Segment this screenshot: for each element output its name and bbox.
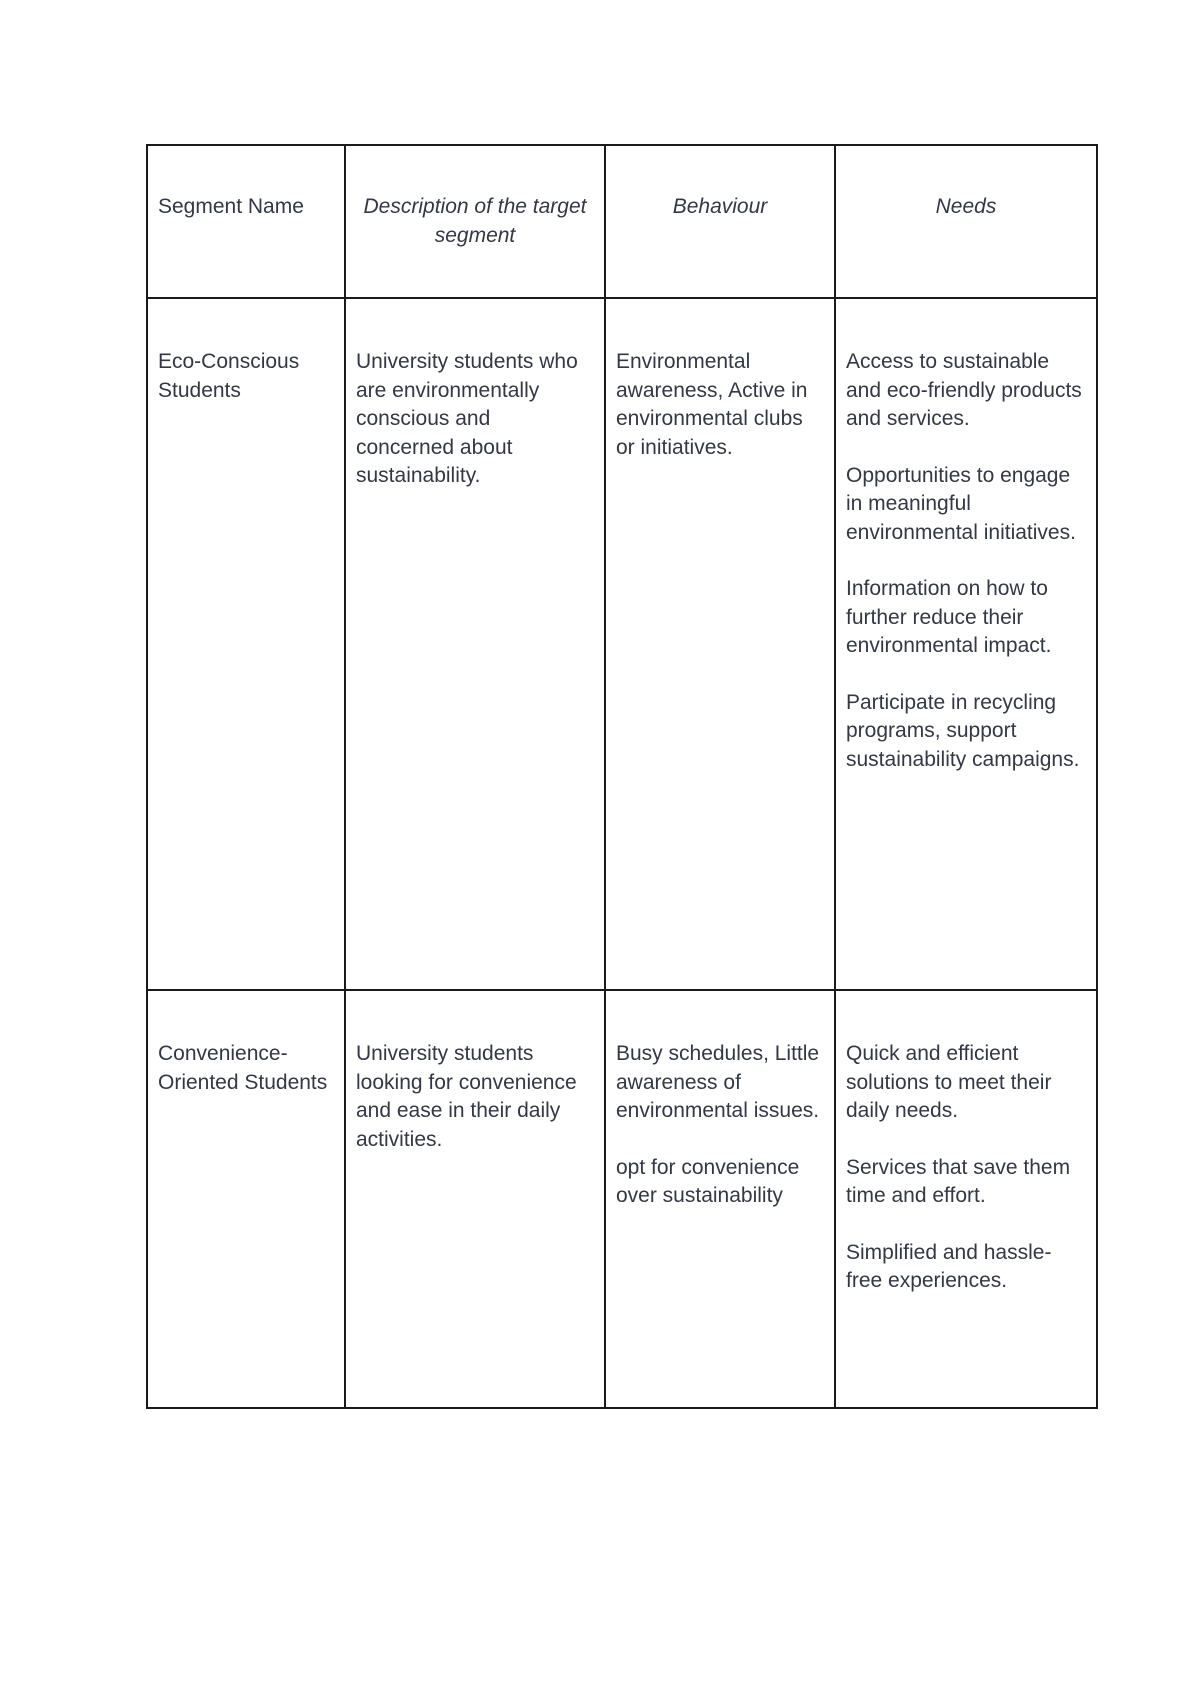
cell-behaviour <box>605 298 835 990</box>
cell-segment-name <box>147 990 345 1408</box>
header-description: Description of the target segment <box>345 145 605 298</box>
cell-description <box>345 298 605 990</box>
cell-description <box>345 990 605 1408</box>
segment-name-text: Convenience-Oriented Students <box>158 1042 328 1094</box>
cell-segment-name <box>147 298 345 990</box>
description-text: University students who are environmentally conscious and concerned about sustainability. <box>356 350 578 487</box>
cell-behaviour <box>605 990 835 1408</box>
segment-name-text: Eco-Conscious Students <box>158 350 300 402</box>
needs-text: Access to sustainable and eco-friendly products and services. <box>846 350 1082 430</box>
behaviour-text: Environmental awareness, Active in environmental clubs or initiatives. <box>616 350 808 459</box>
table-row <box>147 990 1097 1408</box>
needs-text: Information on how to further reduce their environmental impact. <box>846 577 1052 657</box>
header-needs: Needs <box>835 145 1097 298</box>
description-text: University students looking for convenience and ease in their daily activities. <box>356 1042 577 1151</box>
cell-needs <box>835 298 1097 990</box>
header-segment-name: Segment Name <box>147 145 345 298</box>
behaviour-text: opt for convenience over sustainability <box>616 1155 800 1207</box>
behaviour-text: Busy schedules, Little awareness of environmental issues. <box>616 1042 820 1122</box>
needs-text: Quick and efficient solutions to meet their daily needs. <box>846 1042 1052 1122</box>
needs-text: Participate in recycling programs, support sustainability campaigns. <box>846 690 1080 771</box>
table-row <box>147 298 1097 990</box>
needs-text: Simplified and hassle-free experiences. <box>846 1240 1052 1292</box>
needs-text: Opportunities to engage in meaningful environmental initiatives. <box>846 463 1076 544</box>
segmentation-table <box>146 144 1098 1409</box>
table-header-row <box>147 145 1097 298</box>
cell-needs <box>835 990 1097 1408</box>
needs-text: Services that save them time and effort. <box>846 1155 1071 1207</box>
header-behaviour: Behaviour <box>605 145 835 298</box>
